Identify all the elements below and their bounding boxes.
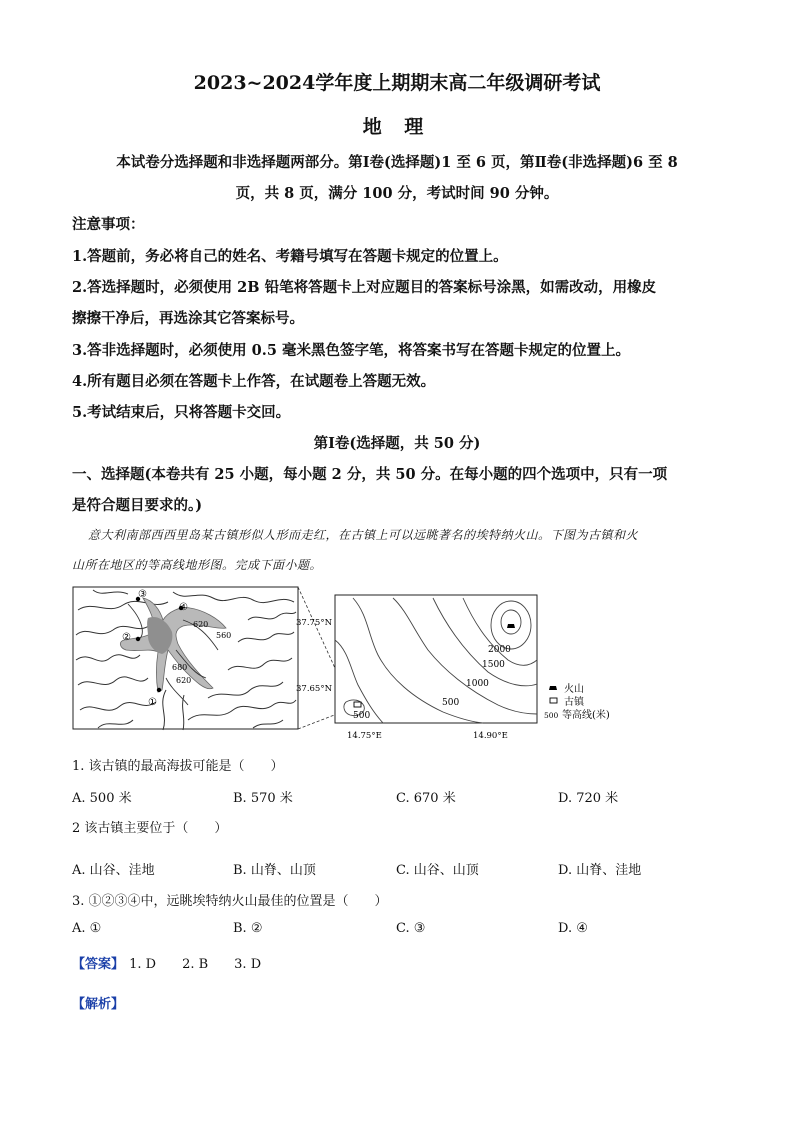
note-item: 1.答题前，务必将自己的姓名、考籍号填写在答题卡规定的位置上。 [72, 248, 508, 265]
answer-tag: 【答案】 [72, 957, 125, 972]
legend-volcano-label: 火山 [564, 684, 584, 695]
q2-option-b: B. 山脊、山顶 [233, 863, 316, 878]
contour-label-2000: 2000 [488, 645, 511, 655]
note-item: 5.考试结束后，只将答题卡交回。 [72, 404, 291, 421]
section-instruction-2: 是符合题目要求的。) [72, 497, 203, 514]
q1-option-c: C. 670 米 [396, 791, 456, 806]
town-detail-map [73, 587, 298, 730]
legend-town-label: 古镇 [564, 697, 584, 708]
contour-label-500b: 500 [353, 711, 371, 721]
question-3-stem: 3. ①②③④中，远眺埃特纳火山最佳的位置是（ ） [72, 894, 388, 909]
q2-option-c: C. 山谷、山顶 [396, 863, 479, 878]
map-legend [544, 682, 610, 721]
exam-title: 2023~2024学年度上期期末高二年级调研考试 [193, 72, 601, 94]
section-heading: 第Ⅰ卷(选择题，共 50 分) [313, 435, 481, 452]
lon-label-1: 14.75°E [347, 731, 382, 741]
question-1-stem: 1. 该古镇的最高海拔可能是（ ） [72, 759, 284, 774]
contour-label-560: 560 [216, 631, 232, 640]
q1-option-b: B. 570 米 [233, 791, 293, 806]
point-3: ③ [138, 589, 147, 600]
town-icon [550, 698, 557, 703]
contour-line-icon [544, 711, 559, 720]
intro-line-1: 本试卷分选择题和非选择题两部分。第Ⅰ卷(选择题)1 至 6 页，第Ⅱ卷(非选择题)6 至 8 [116, 154, 678, 171]
q3-option-c: C. ③ [396, 921, 426, 936]
note-item: 擦擦干净后，再选涂其它答案标号。 [72, 310, 304, 327]
volcano-marker [507, 624, 515, 628]
answer-line [72, 953, 261, 972]
passage-line-2: 山所在地区的等高线地形图。完成下面小题。 [72, 558, 323, 572]
intro-line-2: 页，共 8 页，满分 100 分，考试时间 90 分钟。 [235, 185, 559, 202]
q1-option-a: A. 500 米 [72, 791, 132, 806]
notes-heading: 注意事项： [72, 216, 145, 233]
svg-text:500: 500 [544, 711, 559, 720]
contour-label-1500: 1500 [482, 660, 505, 670]
contour-label-500: 500 [442, 698, 460, 708]
point-4: ④ [179, 602, 188, 613]
q2-option-a: A. 山谷、洼地 [72, 863, 155, 878]
note-item: 4.所有题目必须在答题卡上作答，在试题卷上答题无效。 [72, 373, 436, 390]
contour-label-620: 620 [193, 620, 209, 629]
lat-label-1: 37.75°N [296, 618, 333, 628]
q3-option-a: A. ① [72, 921, 102, 936]
subject-title: 地 理 [362, 116, 432, 138]
volcano-icon [549, 686, 557, 690]
q1-option-d: D. 720 米 [558, 791, 619, 806]
lon-label-2: 14.90°E [473, 731, 508, 741]
town-marker [354, 702, 361, 707]
lat-label-2: 37.65°N [296, 684, 333, 694]
section-instruction-1: 一、选择题(本卷共有 25 小题，每小题 2 分，共 50 分。在每小题的四个选项中，只有一项 [72, 466, 668, 483]
legend-contour-label: 等高线(米) [562, 710, 610, 721]
q3-option-b: B. ② [233, 921, 263, 936]
question-2-stem: 2 该古镇主要位于（ ） [72, 821, 228, 836]
q2-option-d: D. 山脊、洼地 [558, 863, 642, 878]
contour-map-figure [68, 580, 728, 745]
passage-line-1: 意大利南部西西里岛某古镇形似人形而走红，在古镇上可以远眺著名的埃特纳火山。下图为古镇和火 [88, 528, 639, 542]
q3-option-d: D. ④ [558, 921, 588, 936]
analysis-tag: 【解析】 [72, 997, 125, 1012]
note-item: 3.答非选择题时，必须使用 0.5 毫米黑色签字笔，将答案书写在答题卡规定的位置上。 [72, 342, 630, 359]
note-item: 2.答选择题时，必须使用 2B 铅笔将答题卡上对应题目的答案标号涂黑，如需改动，用橡皮 [72, 279, 657, 296]
contour-label-680: 680 [172, 663, 188, 672]
contour-label-1000: 1000 [466, 679, 489, 689]
contour-label-620b: 620 [176, 676, 192, 685]
regional-map [296, 595, 537, 741]
point-2: ② [122, 632, 131, 643]
answer-text: 1. D 2. B 3. D [129, 957, 262, 972]
point-1: ① [148, 697, 157, 708]
